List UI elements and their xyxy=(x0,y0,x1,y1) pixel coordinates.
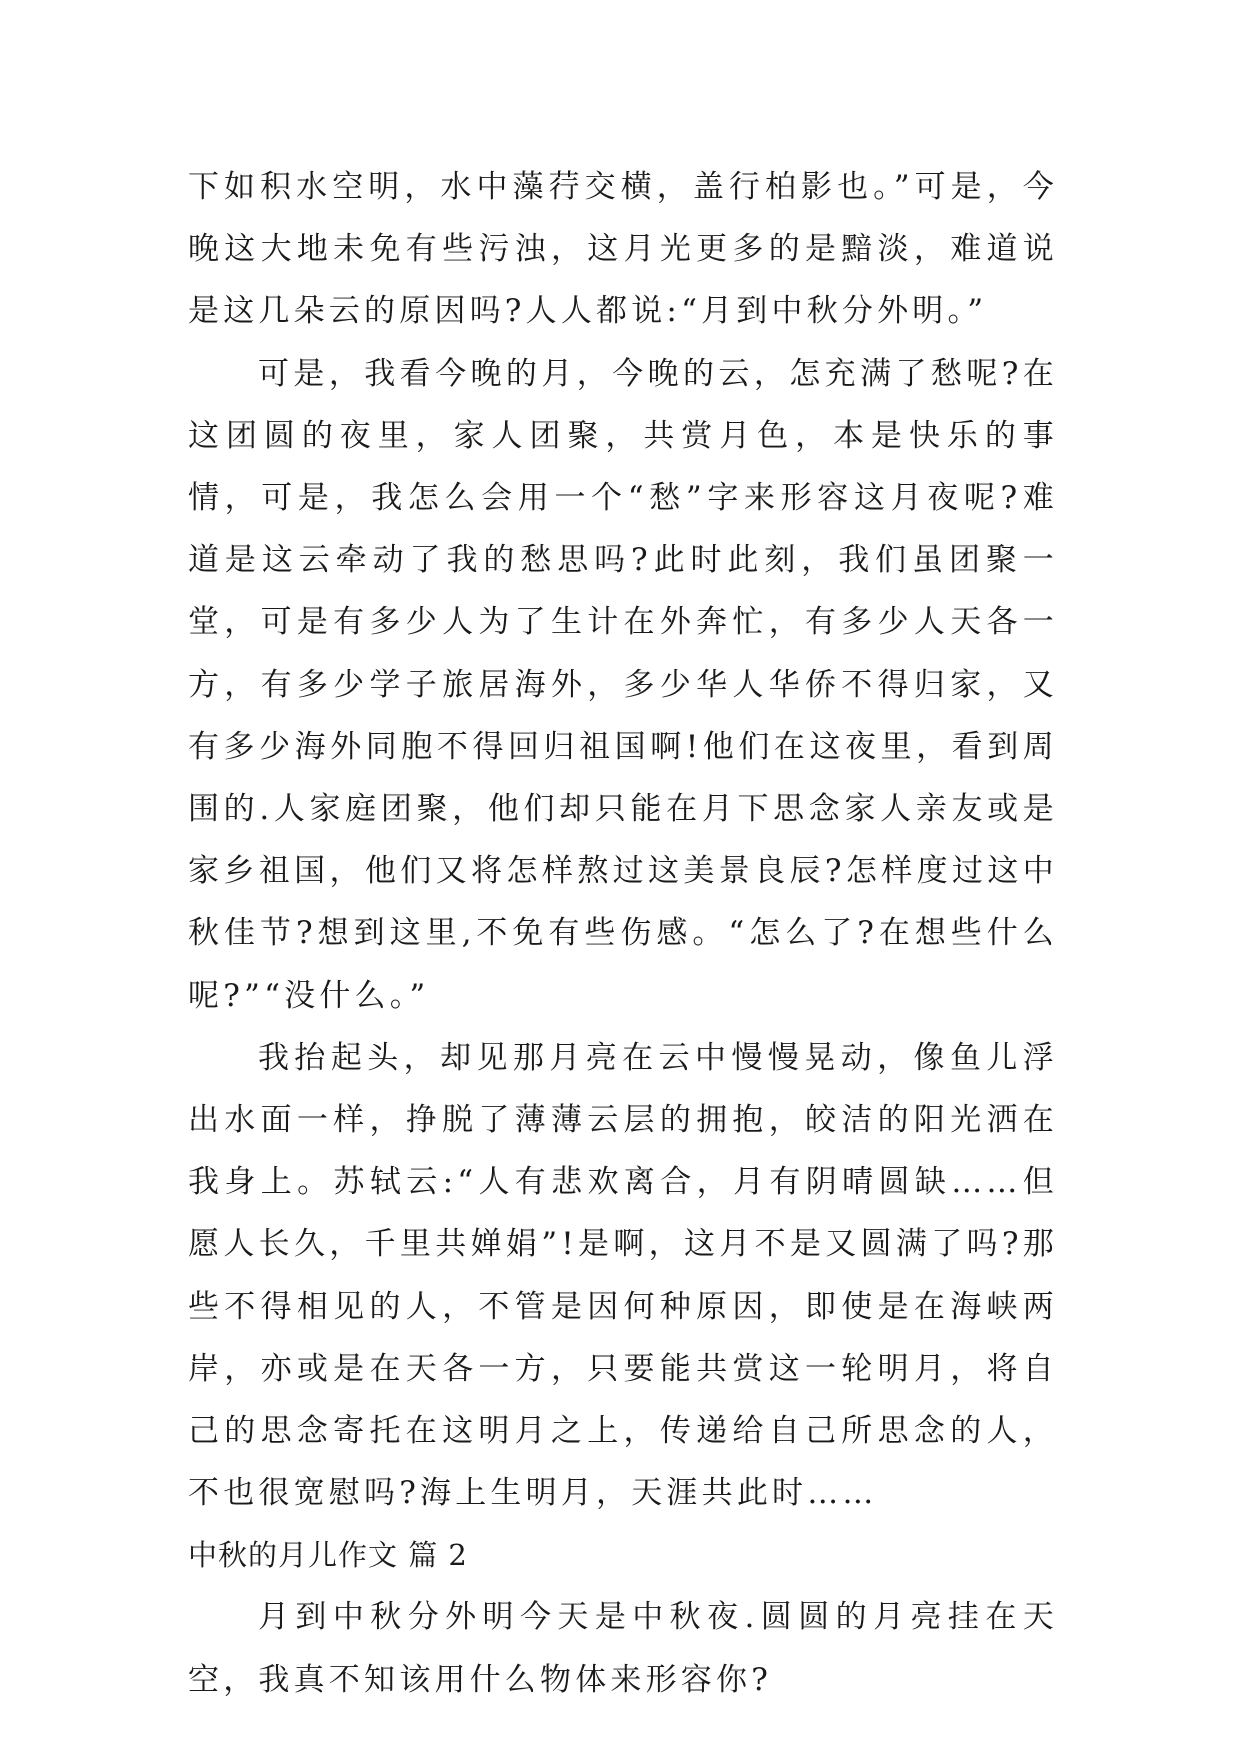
paragraph: 月到中秋分外明今天是中秋夜.圆圆的月亮挂在天空，我真不知该用什么物体来形容你? xyxy=(188,1599,1058,1698)
paragraph: 可是，我看今晚的月，今晚的云，怎充满了愁呢?在这团圆的夜里，家人团聚，共赏月色，本是快乐的事情，可是，我怎么会用一个“愁”字来形容这月夜呢?难道是这云牵动了我的愁思吗?此时此刻，我们虽团聚一堂，可是有多少人为了生计在外奔忙，有多少人天各一方，有多少学子旅居海外，多少华人华侨不得归家，又有多少海外同胞不得回归祖国啊!他们在这夜里，看到周围的.人家庭团聚，他们却只能在月下思念家人亲友或是家乡祖国，他们又将怎样熬过这美景良辰?怎样度过这中秋佳节?想到这里,不免有些伤感。“怎么了?在想些什么呢?”“没什么。” xyxy=(188,355,1058,1014)
paragraph: 我抬起头，却见那月亮在云中慢慢晃动，像鱼儿浮出水面一样，挣脱了薄薄云层的拥抱，皎洁的阳光洒在我身上。苏轼云:“人有悲欢离合，月有阴晴圆缺……但愿人长久，千里共婵娟”!是啊，这月不是又圆满了吗?那些不得相见的人，不管是因何种原因，即使是在海峡两岸，亦或是在天各一方，只要能共赏这一轮明月，将自己的思念寄托在这明月之上，传递给自己所思念的人，不也很宽慰吗?海上生明月，天涯共此时…… xyxy=(188,1039,1058,1512)
paragraph-continued: 下如积水空明，水中藻荇交横，盖行柏影也。”可是，今晚这大地未免有些污浊，这月光更多的是黯淡，难道说是这几朵云的原因吗?人人都说:“月到中秋分外明。” xyxy=(188,169,1058,330)
document-body xyxy=(188,156,1058,1711)
section-heading: 中秋的月儿作文 篇 2 xyxy=(188,1538,468,1573)
